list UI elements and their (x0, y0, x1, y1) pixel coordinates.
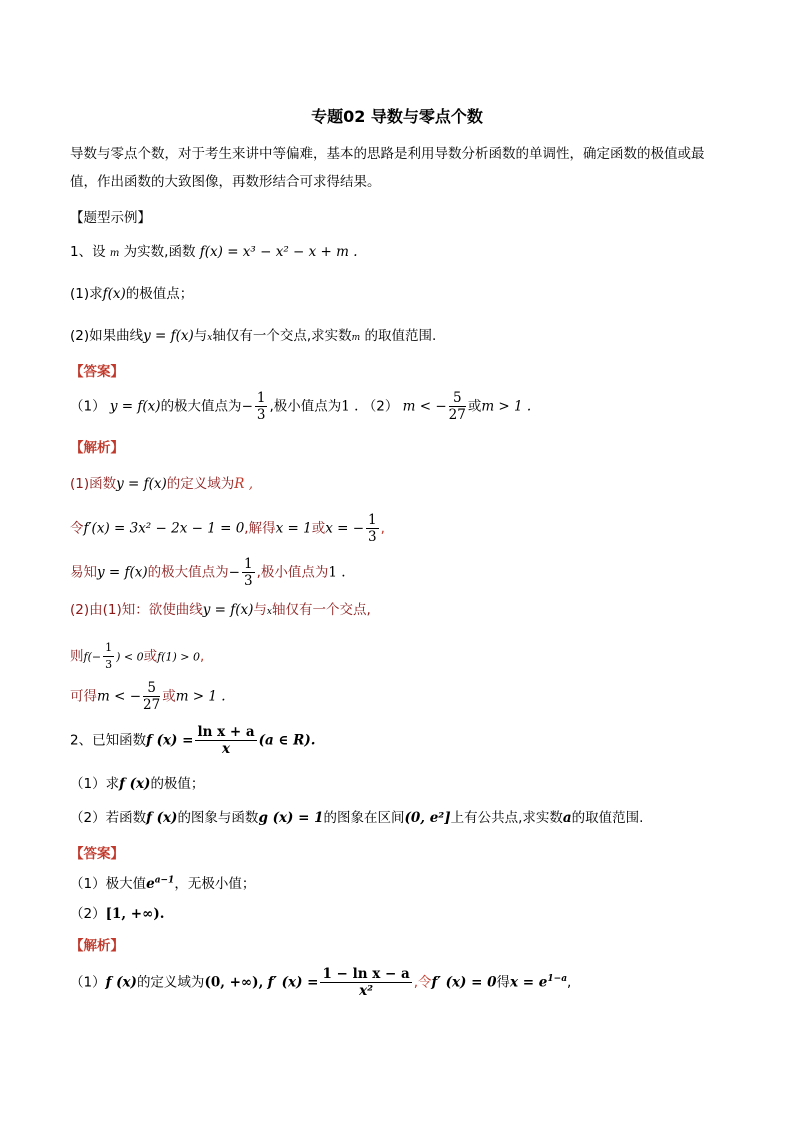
q1-part1: (1)求f(x)的极值点； (70, 286, 194, 302)
q1-answer: （1） y = f(x)的极大值点为− $\frac{1}{3}$ ,极小值点为1 . （2） m < − $\frac{5}{27}$ 或m > 1 . (70, 390, 532, 423)
q2-solution-line1: （1）f (x)的定义域为(0, +∞), f′ (x) = $\frac{\text{1 − ln x − a}}{\text{x²}}$ ,令f′ (x) = 0得$x = e^{1-a}$, (70, 966, 572, 999)
fraction: $\frac{1}{3}$ (105, 641, 113, 671)
fraction: $\frac{\text{1 − ln x − a}}{\text{x²}}$ (322, 966, 410, 999)
q1-solution-line4: (2)由(1)知：欲使曲线y = f(x)与x轴仅有一个交点, (70, 602, 371, 618)
fraction: $\frac{1}{3}$ (368, 512, 377, 545)
fraction: $\frac{5}{27}$ (448, 390, 466, 423)
q1-solution-line2: 令f′(x) = 3x² − 2x − 1 = 0,解得x = 1或x = − $\frac{1}{3}$ , (70, 512, 385, 545)
analysis-tag-1: 【解析】 (70, 440, 124, 456)
answer-tag-2: 【答案】 (70, 846, 124, 862)
q2-statement: 2、已知函数f (x) = $\frac{\text{ln x + a}}{x}$ (a ∈ R). (70, 724, 316, 757)
q2-answer-line1: （1）极大值$e^{a-1}$，无极小值； (70, 875, 256, 892)
q1-solution-line1: (1)函数y = f(x)的定义域为R , (70, 476, 254, 492)
q1-solution-line3: 易知y = f(x)的极大值点为− $\frac{1}{3}$ ,极小值点为1 . (70, 556, 346, 589)
q1-solution-line5: 则f(− $\frac{1}{3}$ ) < 0或f(1) > 0, (70, 641, 205, 671)
fraction: $\frac{5}{27}$ (143, 680, 161, 713)
page-title: 专题02 导数与零点个数 (311, 107, 483, 126)
analysis-tag-2: 【解析】 (70, 938, 124, 954)
fraction: $\frac{1}{3}$ (243, 556, 253, 589)
q2-part1: （1）求f (x)的极值； (70, 776, 205, 792)
intro-paragraph: 导数与零点个数，对于考生来讲中等偏难，基本的思路是利用导数分析函数的单调性，确定函数的极值或最值，作出函数的大致图像，再数形结合可求得结果。 (70, 146, 705, 190)
answer-tag-1: 【答案】 (70, 364, 124, 380)
section-example-heading: 【题型示例】 (70, 210, 151, 226)
fraction: $\frac{1}{3}$ (256, 390, 266, 423)
q2-answer-line2: （2）[1, +∞). (70, 906, 165, 922)
fraction: $\frac{\text{ln x + a}}{x}$ (197, 724, 255, 757)
q1-solution-line6: 可得m < − $\frac{5}{27}$ 或m > 1 . (70, 680, 226, 713)
q2-part2: （2）若函数f (x)的图象与函数g (x) = 1的图象在区间(0, e²]上有公共点,求实数a的取值范围. (70, 810, 644, 826)
q1-statement: 1、设 m 为实数,函数 f(x) = x³ − x² − x + m . (70, 244, 358, 260)
q1-part2: (2)如果曲线y = f(x)与x轴仅有一个交点,求实数m 的取值范围. (70, 328, 437, 344)
